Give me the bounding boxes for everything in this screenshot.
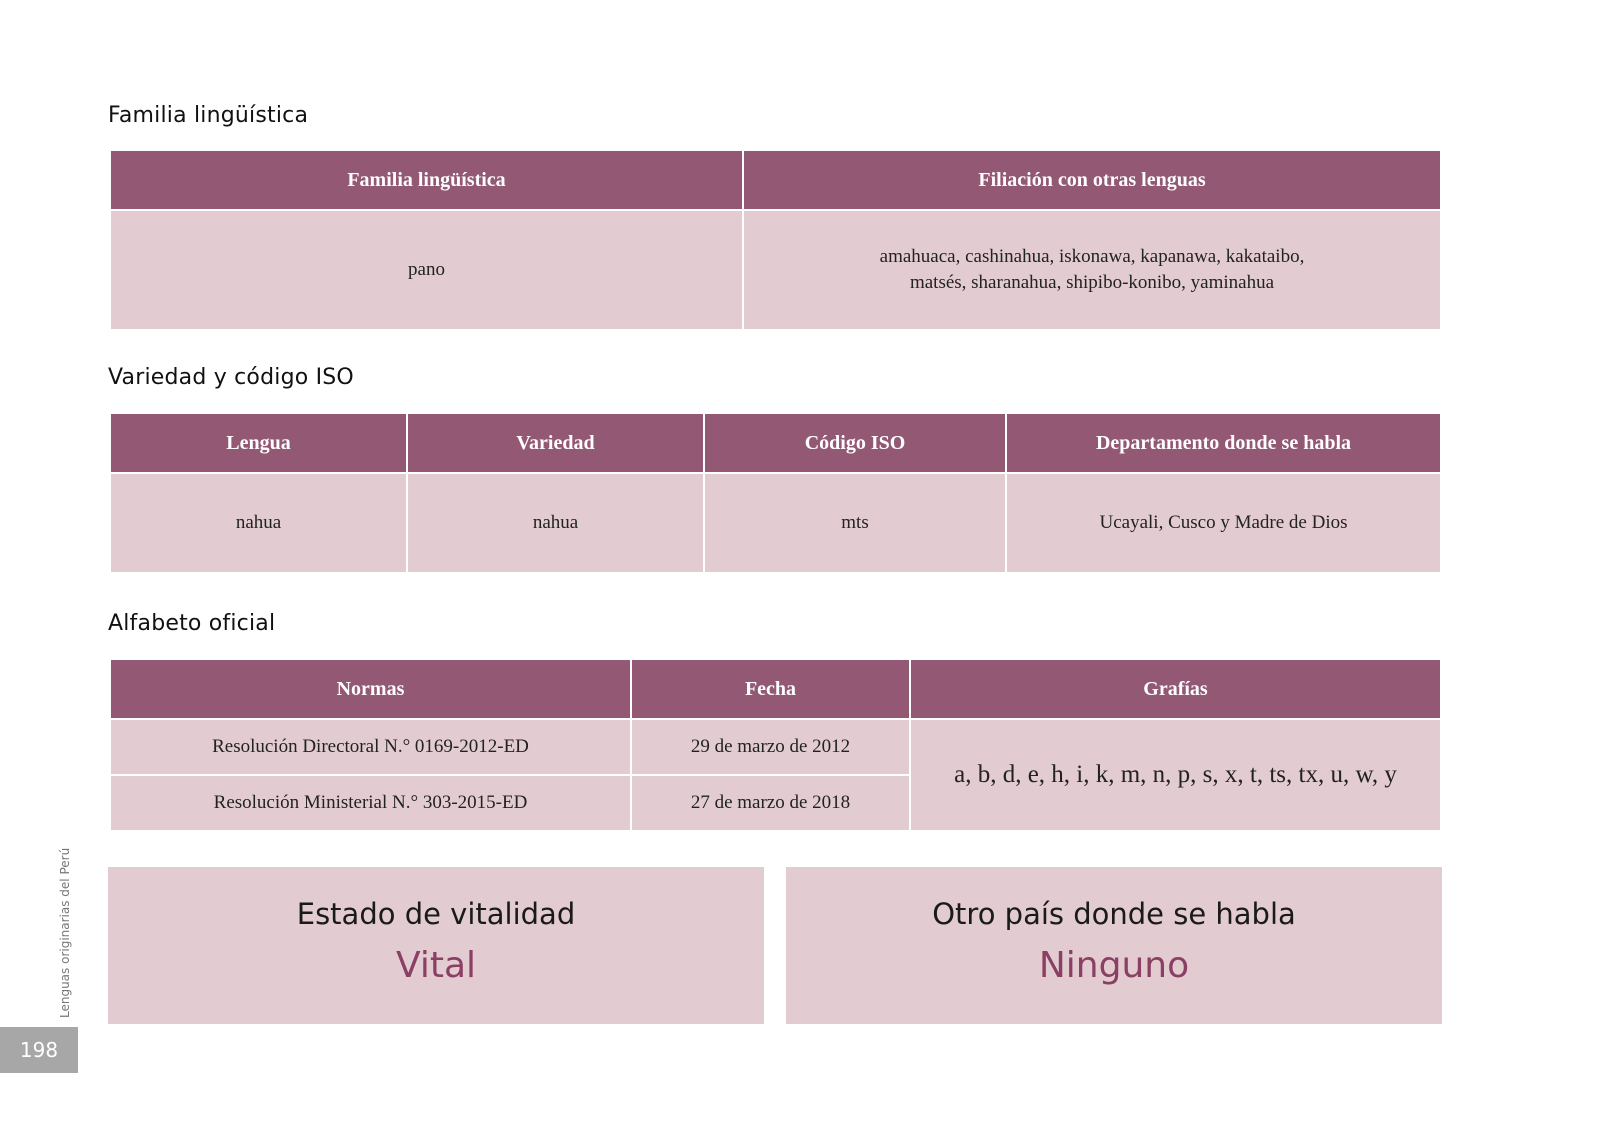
header-variedad: Variedad bbox=[407, 413, 704, 473]
cell-variedad: nahua bbox=[407, 473, 704, 573]
header-lengua: Lengua bbox=[110, 413, 407, 473]
table-header-row bbox=[110, 413, 1441, 473]
cell-norma: Resolución Ministerial N.° 303-2015-ED bbox=[110, 775, 631, 831]
variedad-table bbox=[109, 412, 1442, 574]
familia-table bbox=[109, 149, 1442, 331]
header-codigo-iso: Código ISO bbox=[704, 413, 1006, 473]
page-number: 198 bbox=[0, 1027, 78, 1073]
variedad-section-title: Variedad y código ISO bbox=[108, 365, 354, 390]
filiacion-line-2: matsés, sharanahua, shipibo-konibo, yaminahua bbox=[909, 272, 1275, 293]
header-normas: Normas bbox=[110, 659, 631, 719]
otro-pais-label: Otro país donde se habla bbox=[932, 897, 1296, 931]
table-row bbox=[110, 210, 1441, 330]
cell-grafias: a, b, d, e, h, i, k, m, n, p, s, x, t, ts, tx, u, w, y bbox=[910, 719, 1441, 831]
table-header-row bbox=[110, 659, 1441, 719]
cell-departamento: Ucayali, Cusco y Madre de Dios bbox=[1006, 473, 1441, 573]
otro-pais-box bbox=[786, 867, 1442, 1024]
familia-section-title: Familia lingüística bbox=[108, 103, 309, 128]
table-row bbox=[110, 719, 1441, 775]
vitalidad-label: Estado de vitalidad bbox=[296, 897, 576, 931]
alfabeto-section-title: Alfabeto oficial bbox=[108, 611, 276, 636]
table-row bbox=[110, 473, 1441, 573]
table-header-row bbox=[110, 150, 1441, 210]
vitalidad-value: Vital bbox=[395, 945, 476, 986]
header-familia: Familia lingüística bbox=[110, 150, 743, 210]
cell-fecha: 29 de marzo de 2012 bbox=[631, 719, 910, 775]
alfabeto-table bbox=[109, 658, 1442, 832]
cell-fecha: 27 de marzo de 2018 bbox=[631, 775, 910, 831]
header-filiacion: Filiación con otras lenguas bbox=[743, 150, 1441, 210]
vitalidad-box bbox=[108, 867, 764, 1024]
side-running-title: Lenguas originarias del Perú bbox=[58, 847, 72, 1018]
cell-filiacion bbox=[743, 210, 1441, 330]
filiacion-line-1: amahuaca, cashinahua, iskonawa, kapanawa, kakataibo, bbox=[879, 246, 1305, 267]
otro-pais-value: Ninguno bbox=[1038, 945, 1190, 986]
cell-norma: Resolución Directoral N.° 0169-2012-ED bbox=[110, 719, 631, 775]
cell-codigo-iso: mts bbox=[704, 473, 1006, 573]
header-departamento: Departamento donde se habla bbox=[1006, 413, 1441, 473]
header-fecha: Fecha bbox=[631, 659, 910, 719]
cell-lengua: nahua bbox=[110, 473, 407, 573]
header-grafias: Grafías bbox=[910, 659, 1441, 719]
cell-familia: pano bbox=[110, 210, 743, 330]
